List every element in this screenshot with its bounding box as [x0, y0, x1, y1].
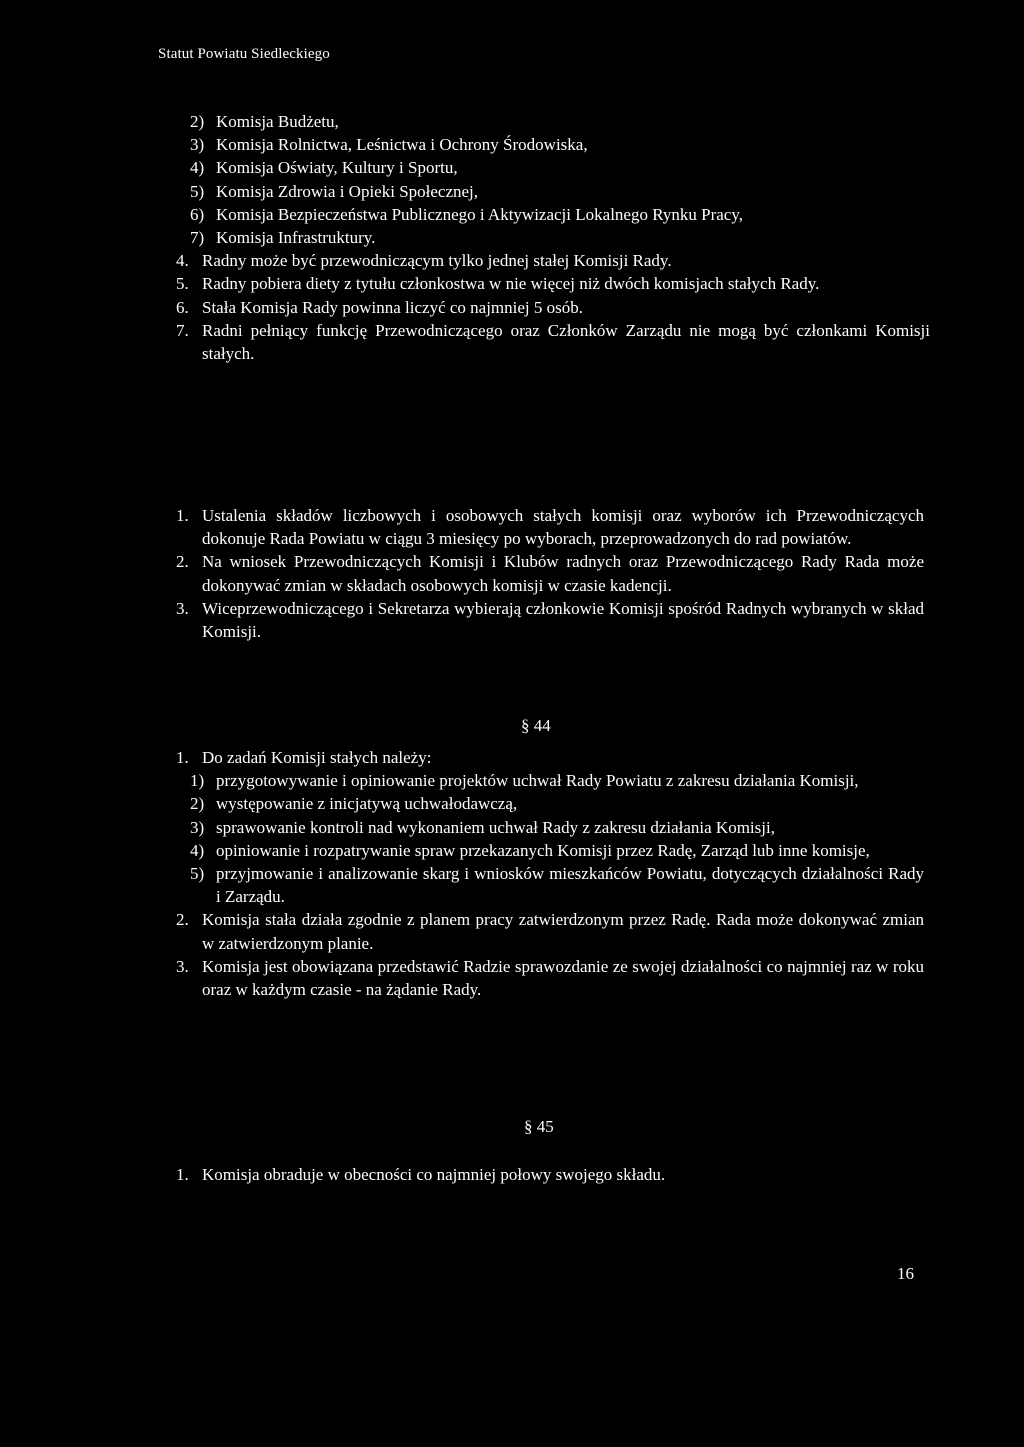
list-number: 2) — [190, 794, 205, 814]
list-text: przygotowywanie i opiniowanie projektów uchwał Rady Powiatu z zakresu działania Komisji, — [216, 771, 859, 791]
list-number: 4) — [190, 840, 205, 860]
running-header: Statut Powiatu Siedleckiego — [158, 46, 330, 62]
paragraph-point — [176, 1163, 924, 1186]
list-text: opiniowanie i rozpatrywanie spraw przekazanych Komisji przez Radę, Zarząd lub inne komisje, — [216, 840, 870, 860]
list-number: 5) — [190, 864, 205, 884]
list-text: Komisja Rolnictwa, Leśnictwa i Ochrony Środowiska, — [216, 135, 588, 155]
point-number: 4. — [176, 251, 189, 271]
paragraph-point — [176, 272, 930, 295]
list-number: 3) — [190, 817, 205, 837]
point-text: Radny może być przewodniczącym tylko jednej stałej Komisji Rady. — [202, 251, 672, 271]
page-number: 16 — [897, 1264, 914, 1283]
point-number: 6. — [176, 297, 189, 317]
list-text: Komisja Budżetu, — [216, 112, 339, 131]
point-text: Komisja obraduje w obecności co najmniej połowy swojego składu. — [202, 1165, 666, 1184]
point-text: Na wniosek Przewodniczących Komisji i Klubów radnych oraz Przewodniczącego Rady Rada może dokonywać zmian w składach osobowych komisji w czasie kadencji. — [202, 552, 924, 595]
section-44-heading: § 44 — [521, 716, 551, 735]
point-number: 5. — [176, 274, 189, 294]
list-item — [176, 792, 924, 815]
list-text: Komisja Infrastruktury. — [216, 228, 376, 248]
list-text: występowanie z inicjatywą uchwałodawczą, — [216, 794, 518, 814]
paragraph-point — [176, 955, 924, 1001]
paragraph-point — [176, 746, 924, 769]
point-number: 1. — [176, 506, 189, 525]
paragraph-point — [176, 550, 924, 596]
point-text: Stała Komisja Rady powinna liczyć co najmniej 5 osób. — [202, 297, 584, 317]
list-text: Komisja Bezpieczeństwa Publicznego i Aktywizacji Lokalnego Rynku Pracy, — [216, 204, 743, 224]
list-number: 7) — [190, 228, 205, 248]
list-number: 3) — [190, 135, 205, 155]
point-text: Komisja jest obowiązana przedstawić Radzie sprawozdanie ze swojej działalności co najmniej raz w roku oraz w każdym czasie - na żądanie Rady. — [202, 956, 924, 1000]
list-text: przyjmowanie i analizowanie skarg i wniosków mieszkańców Powiatu, dotyczących działalności Rady i Zarządu. — [216, 864, 924, 907]
paragraph-point — [176, 249, 930, 272]
point-text: Komisja stała działa zgodnie z planem pracy zatwierdzonym przez Radę. Rada może dokonywać zmian w zatwierdzonym planie. — [202, 910, 924, 953]
paragraph-point — [176, 504, 924, 550]
list-item — [162, 180, 930, 203]
list-item — [162, 156, 930, 179]
committee-section — [162, 110, 930, 365]
point-number: 7. — [176, 320, 189, 340]
section-45-heading: § 45 — [524, 1117, 554, 1136]
list-item — [176, 769, 924, 792]
list-item — [162, 110, 930, 133]
list-item — [176, 862, 924, 908]
point-text: Radny pobiera diety z tytułu członkostwa w nie więcej niż dwóch komisjach stałych Rady. — [202, 274, 820, 294]
paragraph-point — [176, 597, 924, 643]
list-number: 1) — [190, 771, 205, 791]
paragraph-point — [176, 296, 930, 319]
point-number: 3. — [176, 598, 189, 618]
point-text: Do zadań Komisji stałych należy: — [202, 748, 432, 767]
list-item — [162, 203, 930, 226]
point-number: 1. — [176, 1165, 189, 1184]
list-item — [176, 839, 924, 862]
point-number: 1. — [176, 748, 189, 767]
point-text: Ustalenia składów liczbowych i osobowych stałych komisji oraz wyborów ich Przewodniczących dokonuje Rada Powiatu w ciągu 3 miesięcy po wyborach, przeprowadzonych do rad powiatów. — [202, 506, 924, 549]
paragraph-point — [176, 908, 924, 954]
point-number: 2. — [176, 552, 189, 572]
point-text: Wiceprzewodniczącego i Sekretarza wybierają członkowie Komisji spośród Radnych wybranych w skład Komisji. — [202, 598, 924, 642]
list-number: 6) — [190, 204, 205, 224]
list-text: Komisja Zdrowia i Opieki Społecznej, — [216, 181, 479, 201]
list-text: sprawowanie kontroli nad wykonaniem uchwał Rady z zakresu działania Komisji, — [216, 817, 775, 837]
section-44 — [176, 746, 924, 1001]
list-item — [162, 133, 930, 156]
paragraph-point — [176, 319, 930, 365]
list-number: 4) — [190, 158, 205, 178]
point-text: Radni pełniący funkcję Przewodniczącego oraz Członków Zarządu nie mogą być członkami Komisji stałych. — [202, 320, 930, 364]
list-item — [176, 816, 924, 839]
list-text: Komisja Oświaty, Kultury i Sportu, — [216, 158, 458, 178]
section-43 — [176, 504, 924, 643]
point-number: 3. — [176, 956, 189, 976]
list-number: 5) — [190, 181, 205, 201]
list-item — [162, 226, 930, 249]
list-number: 2) — [190, 112, 205, 131]
point-number: 2. — [176, 910, 189, 930]
section-45 — [176, 1163, 924, 1186]
